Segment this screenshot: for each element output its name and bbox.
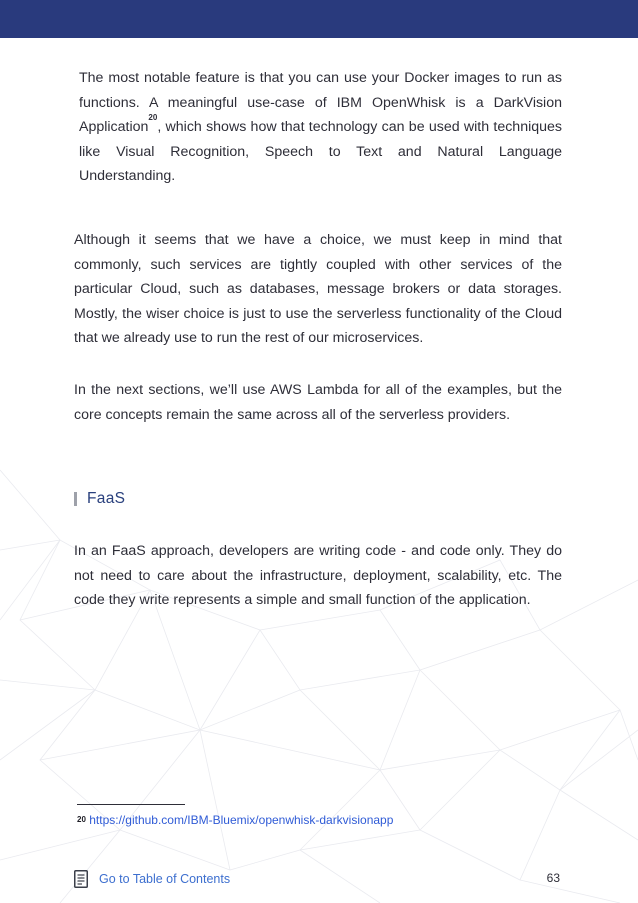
footnote-reference[interactable]: 20 [148,113,158,123]
paragraph-text: The most notable feature is that you can use your Docker images to run as functions. A meaningful use-case of IBM OpenWhisk is a DarkVision Application [79,70,562,136]
go-to-toc-link[interactable] [74,870,230,888]
footnote-link[interactable]: https://github.com/IBM-Bluemix/openwhisk-darkvisionapp [89,813,394,827]
paragraph-cloud-choice: Although it seems that we have a choice, we must keep in mind that commonly, such services are tightly coupled with other services of the particular Cloud, such as databases, message brokers or data storages. Mostly, the wiser choice is just to use the serverless functionality of the Cloud that we already use to run the rest of our microservices. [74,232,562,347]
footnote-number: 20 [77,815,86,824]
document-list-icon [74,870,88,888]
footnote-divider [77,804,185,805]
section-heading-faas [74,487,125,511]
heading-marker [74,492,77,506]
paragraph-aws-lambda: In the next sections, we’ll use AWS Lambda for all of the examples, but the core concepts remain the same across all of the serverless providers. [74,382,562,423]
header-bar [0,0,638,38]
paragraph-openwhisk [79,66,562,189]
page-number: 63 [546,871,560,885]
footnote [77,812,393,828]
paragraph-text: , which shows how that technology can be used with techniques like Visual Recognition, Speech to Text and Natural Language Understanding. [79,119,562,185]
paragraph-faas-approach: In an FaaS approach, developers are writing code - and code only. They do not need to care about the infrastructure, deployment, scalability, etc. The code they write represents a simple and small function of the application. [74,543,562,609]
section-heading-text: FaaS [87,490,126,507]
page-footer [74,870,562,888]
toc-link-label[interactable]: Go to Table of Contents [99,872,231,886]
